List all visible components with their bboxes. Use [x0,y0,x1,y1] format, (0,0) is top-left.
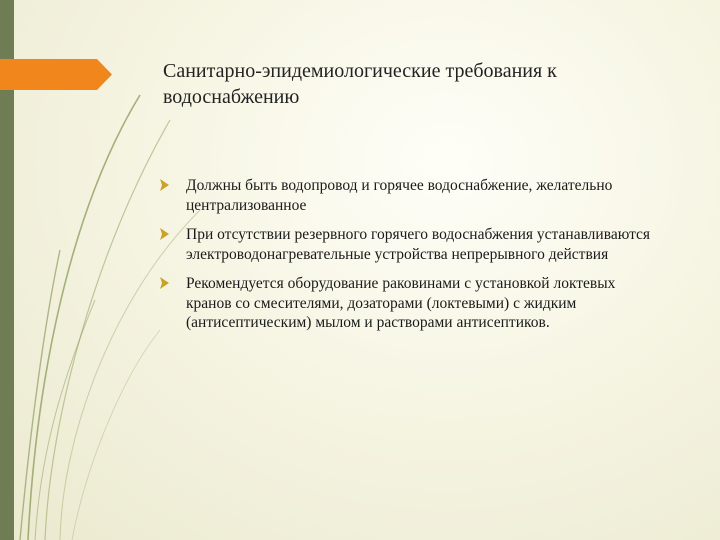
slide-title: Санитарно-эпидемиологические требования к водоснабжению [163,60,557,108]
accent-tab-shape [0,59,112,90]
bullet-text: Рекомендуется оборудование раковинами с установкой локтевых кранов со смесителями, дозаторами (локтевыми) с жидким (антисептическим) мылом и растворами антисептиков. [186,275,616,331]
bullet-list [158,176,658,343]
arrowhead-bullet-icon [160,179,169,191]
arrowhead-bullet-icon [160,277,169,289]
bullet-item [158,225,658,264]
bullet-text: Должны быть водопровод и горячее водоснабжение, желательно централизованное [186,177,613,214]
bullet-text: При отсутствии резервного горячего водоснабжения устанавливаются электроводонагревательные устройства непрерывного действия [186,226,651,263]
bullet-item [158,176,658,215]
bullet-item [158,274,658,333]
arrowhead-bullet-icon [160,228,169,240]
